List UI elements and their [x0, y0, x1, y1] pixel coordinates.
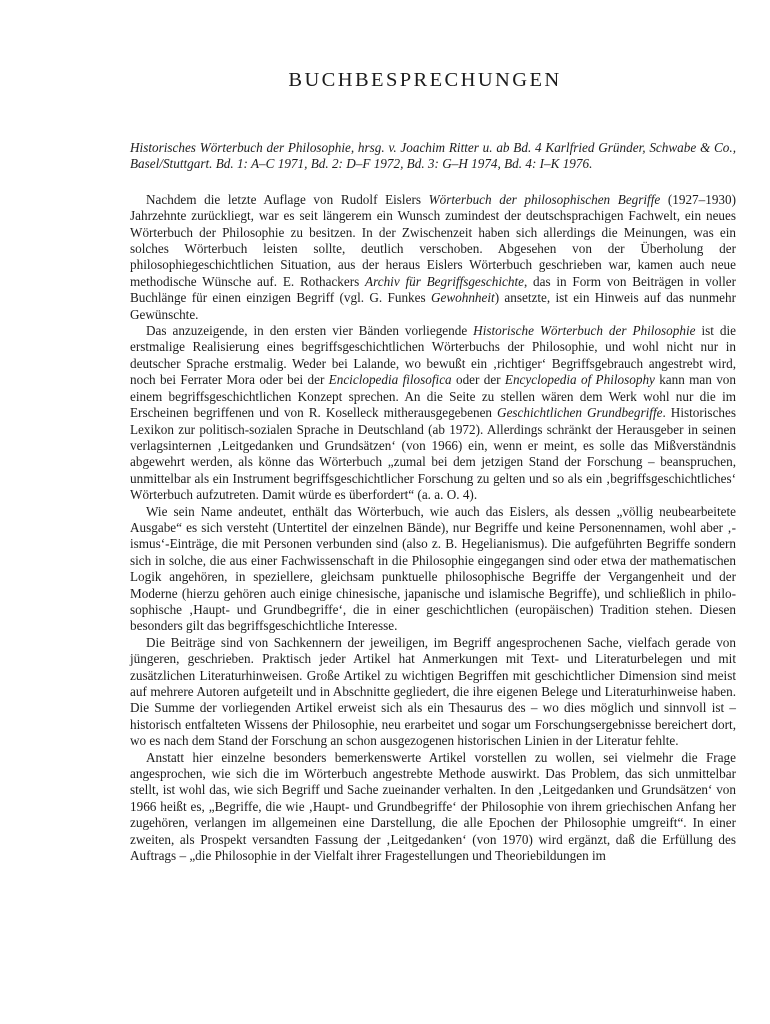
paragraph-text: Die Beiträge sind von Sachkennern der jeweiligen, im Begriff angesprochenen Sache, vielfach gerade von jüngeren, geschrieben. Praktisch jeder Artikel hat Anmerkungen mit Text- und Literaturbelegen und mit zusätzlichen Literaturhinweisen. Große Artikel zu wichtigen Begriffen mit geschichtlicher Dimension sind meist auf mehrere Autoren aufgeteilt und in Abschnitte gegliedert, die ihre eigenen Belege und Literaturhinweise haben. Die Summe der vorliegenden Artikel erweist sich als ein Thesaurus des – wo dies möglich und sinnvoll ist – historisch entfalteten Wissens der Philosophie, neu erarbeitet und sogar um Forschungsergebnisse bereichert dort, wo es nach dem Stand der Forschung an schon ausgezogenen historischen Linien in der Literatur fehlte. [130, 634, 736, 749]
paragraph-text: ist die erstmalige Realisierung eines begriffsgeschichtlichen Wörterbuchs der Philosophie, und wohl nicht nur in deutscher Sprache erstmalig. Weder bei Lalande, wo bewußt ein ‚richtiger‘ Begriffsgebrauch angestrebt wird, noch bei Ferrater Mora oder bei der [130, 323, 736, 388]
paragraph-text: Wie sein Name andeutet, enthält das Wörterbuch, wie auch das Eislers, als dessen „völlig neubearbeitete Ausgabe“ es sich versteht (Untertitel der einzelnen Bände), nur Begriffe und keine Personennamen, wohl aber ‚-ismus‘-Einträge, die mit Personen verbunden sind (also z. B. Hegelianismus). Die aufgeführten Begriffe sondern sich in solche, die aus einer Fachwissenschaft in die Philosophie eingegangen sind oder etwa der mathematischen Logik angehören, in speziellere, gleichsam punktuelle philosophische Begriffe der Vergangenheit und der Moderne (hierzu gehören auch einige chinesische, japanische und islamische Begriffe), und schließlich in philosophische ‚Haupt- und Grundbegriffe‘, die in einer geschichtlichen (europäischen) Tradition stehen. Diesen besonders gilt das begriffsgeschichtliche Interesse. [130, 503, 736, 634]
italic-title-text: Archiv für Begriffsgeschichte [365, 273, 524, 289]
paragraph-text: . Historisches Lexikon zur politisch-sozialen Sprache in Deutschland (ab 1972). Allerdings schränkt der Herausgeber in seinen verlagsinternen ‚Leitgedanken und Grundsätzen‘ (von 1966) ein, wenn er meint, es solle das Mißverständnis abgewehrt werden, als könne das Wörterbuch „zumal bei dem jetzigen Stand der Forschung – beanspruchen, unmittelbar als ein Instrument begriffsgeschichtlicher Forschung zu gelten und so als ein ‚begriffsgeschichtliches‘ Wörterbuch aufzutreten. Damit würde es überfordert“ (a. a. O. 4). [130, 405, 736, 503]
italic-title-text: Wörterbuch der philosophischen Begriffe [428, 191, 661, 207]
italic-title-text: Enciclopedia filosofica [328, 372, 452, 388]
paragraph [130, 192, 736, 323]
page-title: BUCHBESPRECHUNGEN [288, 69, 562, 91]
italic-title-text: Historische Wörterbuch der Philosophie [473, 323, 696, 339]
paragraph [130, 504, 736, 635]
paragraph-text: ) ansetzte, ist ein Hinweis auf das nunmehr Gewünschte. [130, 290, 736, 322]
paragraph-text: , das in Form von Beiträgen in voller Buchlänge für einen einzigen Begriff (vgl. G. Funkes [130, 273, 736, 306]
paragraph [130, 323, 736, 503]
paragraph-text: Anstatt hier einzelne besonders bemerkenswerte Artikel vorstellen zu wollen, sei vielmehr die Frage angesprochen, wie sich die im Wörterbuch angestrebte Methode auswirkt. Das Problem, das sich unmittelbar stellt, ist wohl das, wie sich Begriff und Sache zueinander verhalten. In den ‚Leitgedanken und Grundsätzen‘ von 1966 heißt es, „Begriffe, die wie ‚Haupt- und Grundbegriffe‘ der Philosophie von ihrem griechischen Anfang her zugehören, verlangen im allgemeinen eine Darstellung, die alle Epochen der Philosophie umgreift“. In einer zweiten, als Prospekt versandten Fassung der ‚Leitgedanken‘ (von 1970) wird ergänzt, daß die Erfüllung des Auftrags – „die Philosophie in der Vielfalt ihrer Fragestellungen und Theoriebildungen im [130, 749, 736, 864]
italic-title-text: Geschichtlichen Grundbegriffe [497, 405, 663, 421]
review-body [130, 192, 736, 865]
paragraph-text: Nachdem die letzte Auflage von Rudolf Eislers [146, 191, 429, 207]
italic-title-text: Encyclopedia of Philosophy [504, 372, 655, 388]
paragraph [130, 750, 736, 865]
paragraph-text: oder der [451, 372, 505, 388]
book-citation: Historisches Wörterbuch der Philosophie, hrsg. v. Joachim Ritter u. ab Bd. 4 Karlfried Gründer, Schwabe & Co., Basel/Stuttgart. Bd. 1: A–C 1971, Bd. 2: D–F 1972, Bd. 3: G–H 1974, Bd. 4: I–K 1976. [130, 140, 736, 172]
paragraph-text: (1927–1930) Jahrzehnte zurückliegt, war es seit längerem ein Wunsch zumindest der deutschsprachigen Fachwelt, ein neues Wörterbuch der Philosophie zu besitzen. In der Zwischenzeit haben sich allerdings die Meinungen, was ein solches Wörterbuch leisten sollte, deutlich verschoben. Abgesehen von der Überholung der philosophiegeschichtlichen Situation, aus der heraus Eislers Wörterbuch geschrieben war, kamen auch neue methodische Wünsche auf. E. Rothackers [130, 191, 736, 289]
paragraph-text: Das anzuzeigende, in den ersten vier Bänden vorliegende [146, 323, 474, 339]
paragraph [130, 635, 736, 750]
italic-title-text: Gewohnheit [430, 290, 495, 306]
paragraph-text: kann man von einem begriffsgeschichtlichen Konzept sprechen. An die Seite zu stellen wären dem Werk wohl nur die im Erscheinen begriffenen und von R. Koselleck mitherausgegebenen [130, 372, 736, 421]
